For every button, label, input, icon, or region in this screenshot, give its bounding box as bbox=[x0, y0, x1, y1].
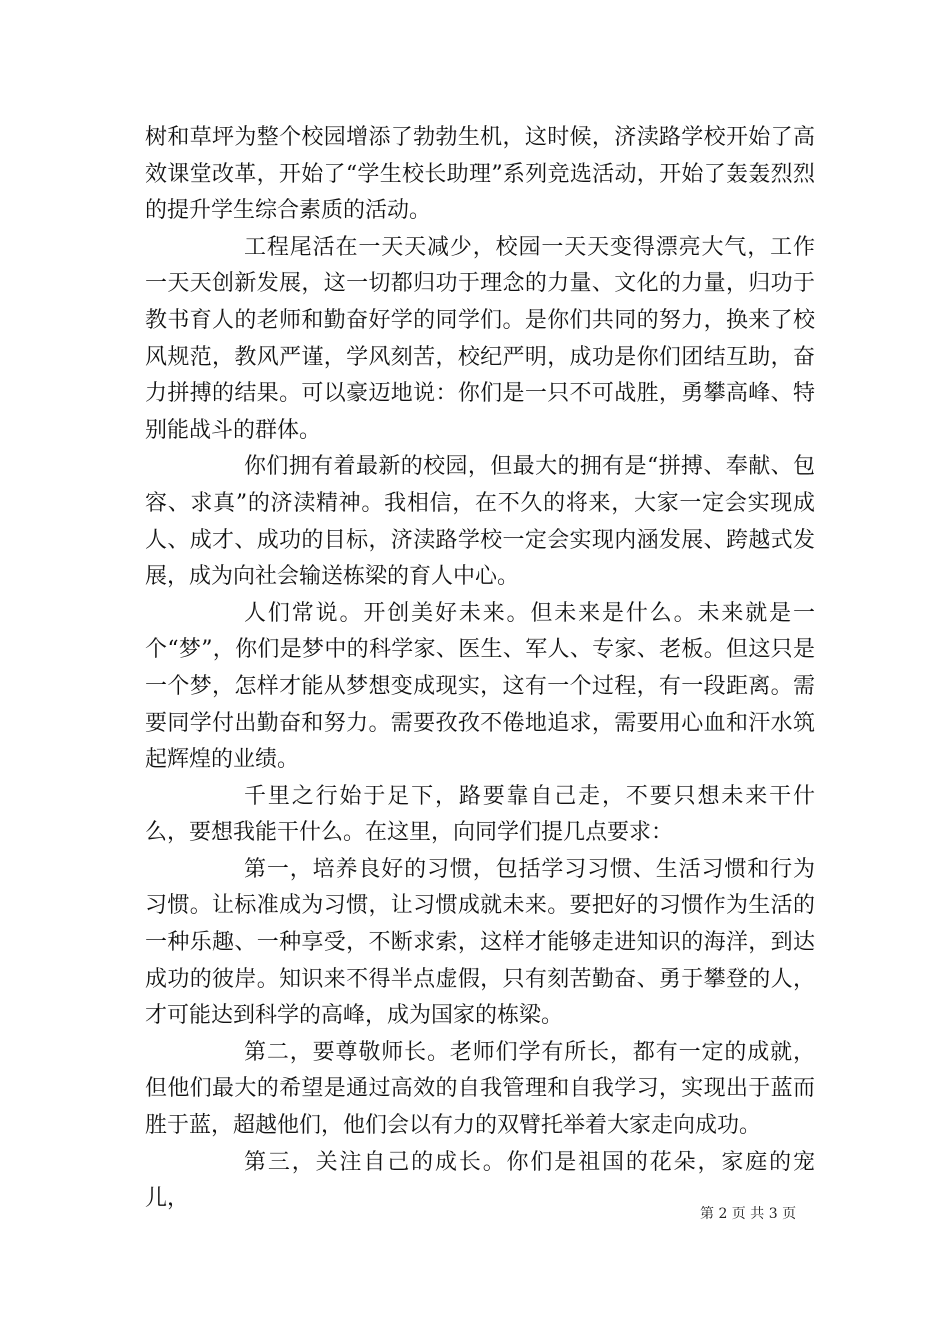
paragraph-8: 第三，关注自己的成长。你们是祖国的花朵，家庭的宠儿， bbox=[145, 1149, 815, 1212]
document-body bbox=[145, 120, 815, 1218]
page-number-footer: 第 2 页 共 3 页 bbox=[700, 1206, 797, 1222]
paragraph-2: 工程尾活在一天天减少，校园一天天变得漂亮大气，工作一天天创新发展，这一切都归功于理念的力量、文化的力量，归功于教书育人的老师和勤奋好学的同学们。是你们共同的努力，换来了校风规范，教风严谨，学风刻苦，校纪严明，成功是你们团结互助，奋力拼搏的结果。可以豪迈地说：你们是一只不可战胜，勇攀高峰、特别能战斗的群体。 bbox=[145, 234, 815, 443]
paragraph-7: 第二，要尊敬师长。老师们学有所长，都有一定的成就，但他们最大的希望是通过高效的自我管理和自我学习，实现出于蓝而胜于蓝，超越他们，他们会以有力的双臂托举着大家走向成功。 bbox=[145, 1039, 815, 1139]
paragraph-6: 第一，培养良好的习惯，包括学习习惯、生活习惯和行为习惯。让标准成为习惯，让习惯成就未来。要把好的习惯作为生活的一种乐趣、一种享受，不断求索，这样才能够走进知识的海洋，到达成功的彼岸。知识来不得半点虚假，只有刻苦勤奋、勇于攀登的人，才可能达到科学的高峰，成为国家的栋梁。 bbox=[145, 856, 815, 1029]
paragraph-3: 你们拥有着最新的校园，但最大的拥有是“拼搏、奉献、包容、求真”的济渎精神。我相信，在不久的将来，大家一定会实现成人、成才、成功的目标，济渎路学校一定会实现内涵发展、跨越式发展，成为向社会输送栋梁的育人中心。 bbox=[145, 454, 815, 590]
paragraph-1: 树和草坪为整个校园增添了勃勃生机，这时候，济渎路学校开始了高效课堂改革，开始了“学生校长助理”系列竞选活动，开始了轰轰烈烈的提升学生综合素质的活动。 bbox=[145, 125, 815, 224]
paragraph-4: 人们常说。开创美好未来。但未来是什么。未来就是一个“梦”，你们是梦中的科学家、医生、军人、专家、老板。但这只是一个梦，怎样才能从梦想变成现实，这有一个过程，有一段距离。需要同学付出勤奋和努力。需要孜孜不倦地追求，需要用心血和汗水筑起辉煌的业绩。 bbox=[145, 600, 815, 773]
paragraph-5: 千里之行始于足下，路要靠自己走，不要只想未来干什么，要想我能干什么。在这里，向同学们提几点要求： bbox=[145, 783, 815, 846]
